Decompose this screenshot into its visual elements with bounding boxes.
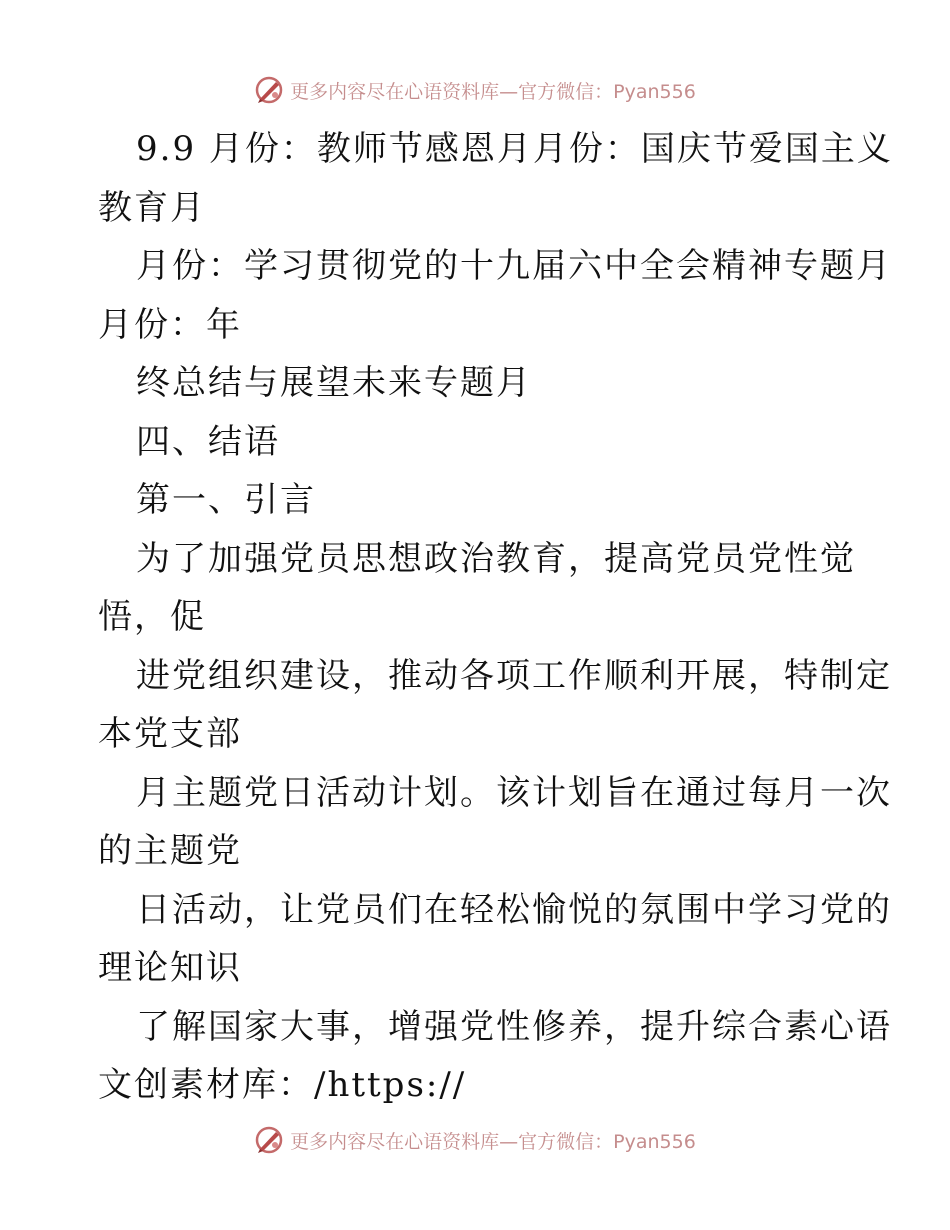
paragraph-line: 月主题党日活动计划。该计划旨在通过每月一次 [136,772,892,813]
footer-banner [0,1120,950,1160]
paragraph-line: 本党支部 [98,714,242,754]
document-body [98,120,893,1115]
paragraph-line: 教育月 [98,187,206,228]
feather-pen-icon [254,1125,284,1155]
paragraph-line: 月份：年 [98,304,242,345]
section-heading: 第一、引言 [136,480,316,520]
header-banner-text: 更多内容尽在心语资料库—官方微信：Pyan556 [290,80,696,103]
header-banner [0,70,950,110]
paragraph-line: 为了加强党员思想政治教育，提高党员党性觉 [136,538,856,579]
paragraph-line: 了解国家大事，增强党性修养，提升综合素心语 [136,1006,892,1047]
paragraph-line: 月份：学习贯彻党的十九届六中全会精神专题月 [136,246,892,286]
paragraph-line: 的主题党 [98,831,242,871]
footer-banner-text: 更多内容尽在心语资料库—官方微信：Pyan556 [290,1130,696,1153]
paragraph-line: 文创素材库：/https:// [98,1065,467,1105]
section-heading: 四、结语 [136,421,280,462]
paragraph-line: 理论知识 [98,948,242,988]
paragraph-line: 日活动，让党员们在轻松愉悦的氛围中学习党的 [136,889,892,930]
paragraph-line: 9.9 月份：教师节感恩月月份：国庆节爱国主义 [136,129,893,169]
feather-pen-icon [254,75,284,105]
paragraph-line: 悟，促 [98,597,206,637]
paragraph-line: 进党组织建设，推动各项工作顺利开展，特制定 [136,655,892,696]
paragraph-line: 终总结与展望未来专题月 [136,363,532,403]
